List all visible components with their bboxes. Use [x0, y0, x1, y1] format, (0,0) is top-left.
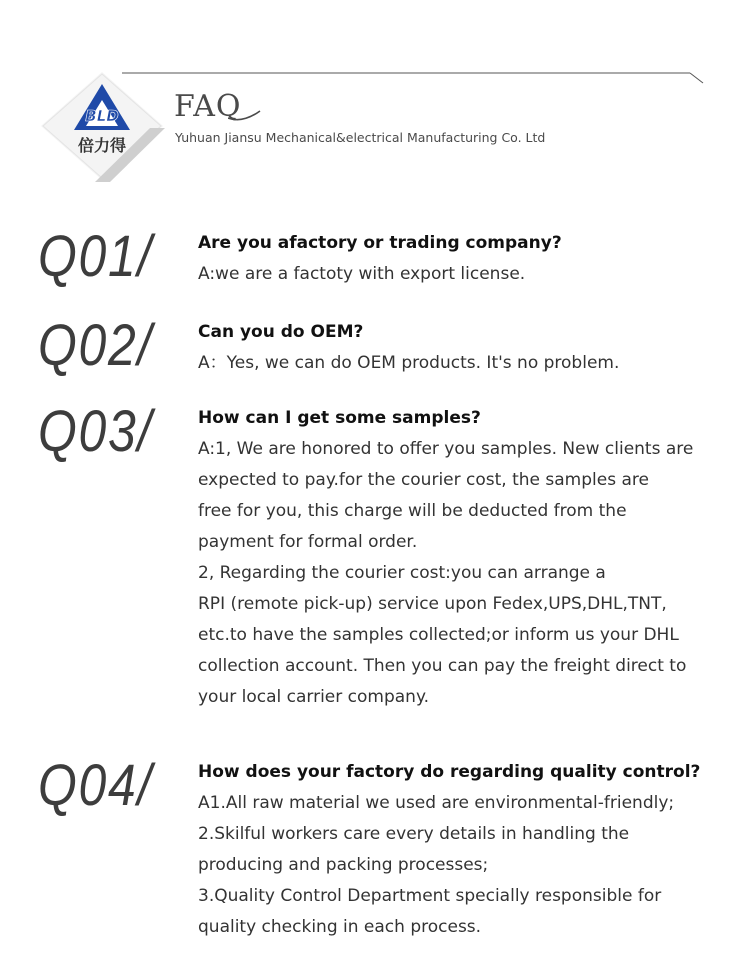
answer-line: free for you, this charge will be deducted from the [198, 501, 627, 521]
company-name: Yuhuan Jiansu Mechanical&electrical Manufacturing Co. Ltd [175, 130, 546, 145]
question-text: Can you do OEM? [198, 322, 364, 342]
logo-letters: BLD [85, 107, 119, 125]
answer-line: A:we are a factoty with export license. [198, 264, 526, 284]
answer-line: quality checking in each process. [198, 917, 482, 937]
answer-line: 2.Skilful workers care every details in handling the [198, 824, 630, 844]
answer-line: payment for formal order. [198, 532, 418, 552]
answer-line: your local carrier company. [198, 687, 429, 707]
answer-line: A:1, We are honored to offer you samples. New clients are [198, 439, 694, 459]
answer-line: producing and packing processes; [198, 855, 489, 875]
answer-line: 3.Quality Control Department specially responsible for [198, 886, 662, 906]
answer-line: A1.All raw material we used are environmental-friendly; [198, 793, 675, 813]
question-text: How can I get some samples? [198, 408, 481, 428]
question-number: Q02/ [38, 313, 154, 378]
answer-line: RPI (remote pick-up) service upon Fedex,UPS,DHL,TNT, [198, 594, 667, 614]
page-title: FAQ [174, 89, 242, 124]
question-number: Q03/ [38, 399, 154, 464]
answer-text [198, 259, 728, 290]
question-text: Are you afactory or trading company? [198, 233, 562, 253]
question-number: Q04/ [38, 753, 154, 818]
faq-header [0, 0, 750, 200]
answer-text [198, 434, 728, 713]
title-swash [228, 108, 262, 122]
answer-line: etc.to have the samples collected;or inform us your DHL [198, 625, 679, 645]
answer-line: collection account. Then you can pay the freight direct to [198, 656, 687, 676]
answer-text [198, 348, 728, 379]
company-logo [40, 70, 165, 182]
question-text: How does your factory do regarding quality control? [198, 762, 701, 782]
answer-text [198, 788, 728, 943]
answer-line: expected to pay.for the courier cost, the samples are [198, 470, 649, 490]
logo-chinese: 倍力得 [77, 136, 127, 155]
question-number: Q01/ [38, 224, 154, 289]
answer-line: A：Yes, we can do OEM products. It's no problem. [198, 353, 620, 373]
answer-line: 2, Regarding the courier cost:you can arrange a [198, 563, 606, 583]
